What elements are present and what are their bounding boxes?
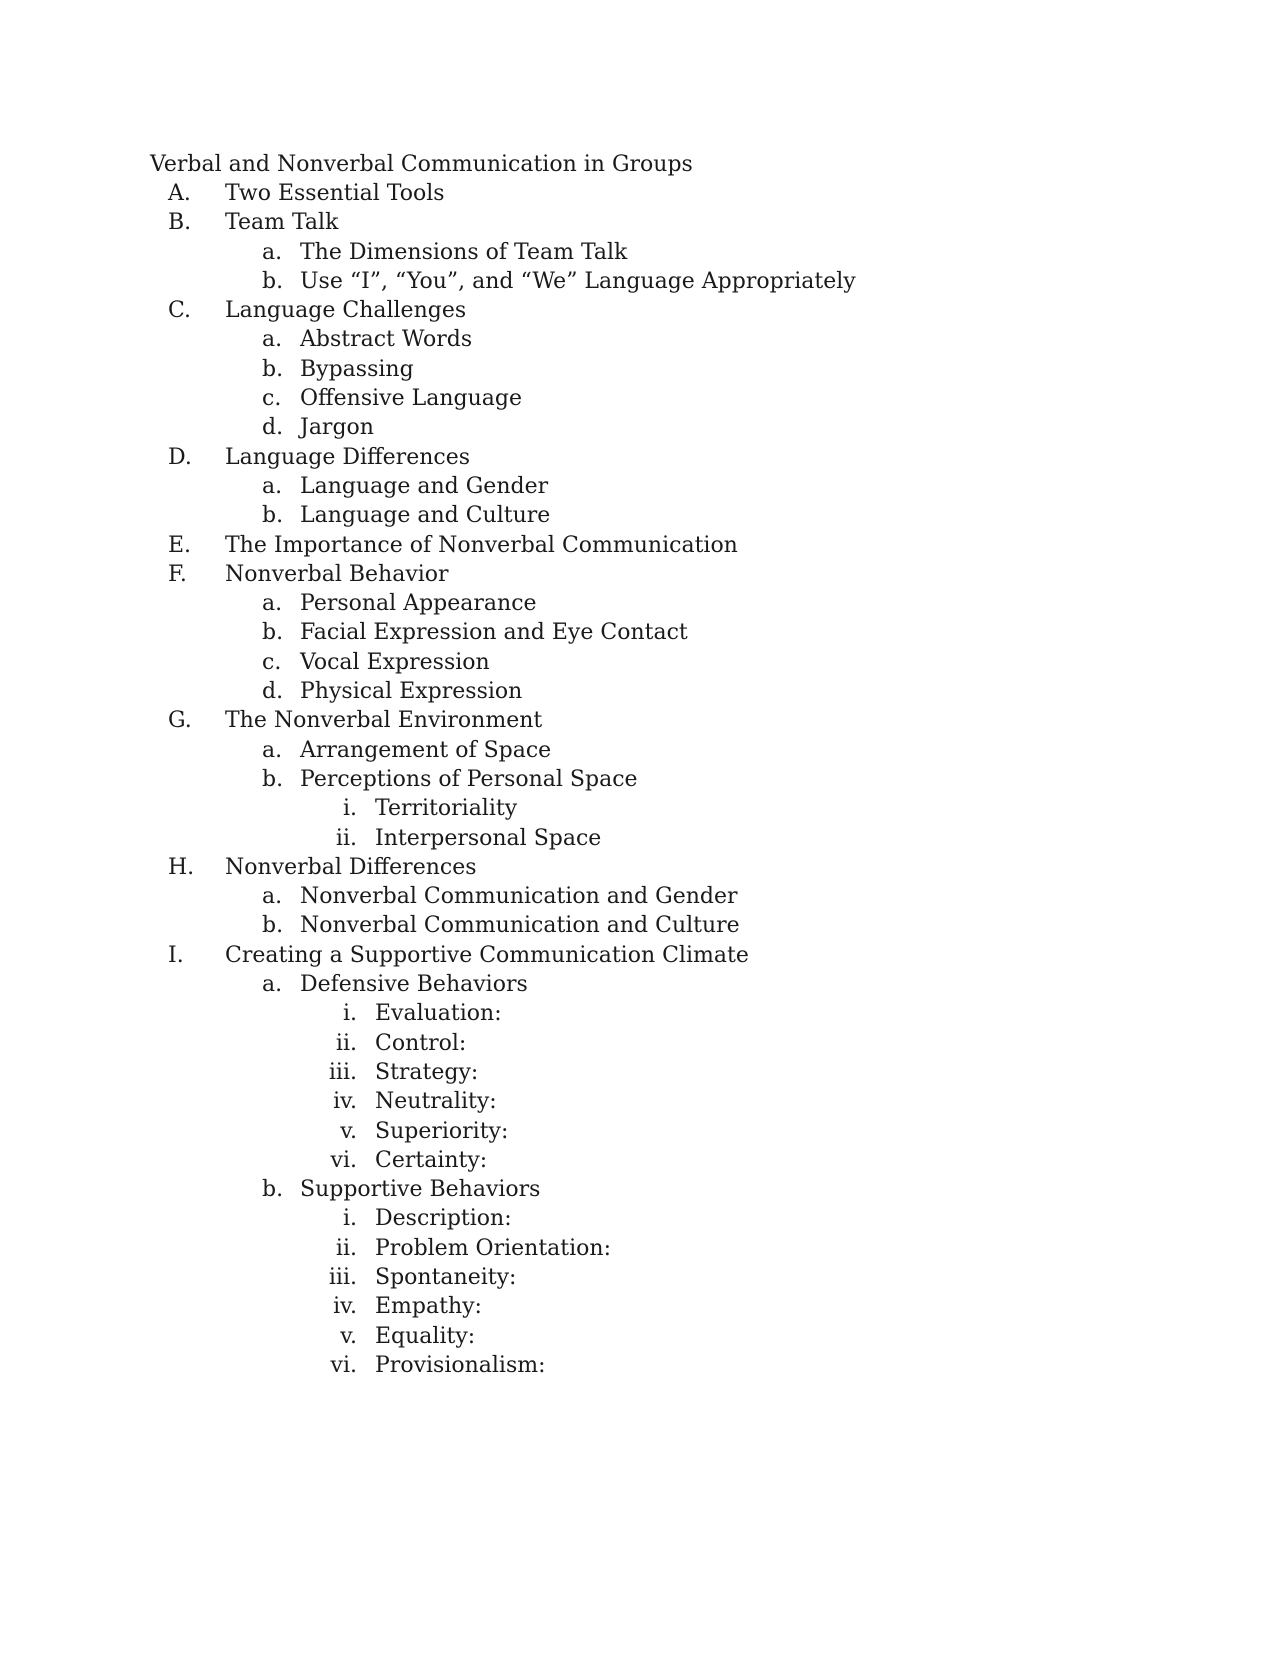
outline-item-marker: c.	[262, 386, 282, 412]
outline-item-marker: b.	[262, 268, 284, 294]
outline-item-marker: B.	[168, 210, 192, 236]
outline-item-marker: vi.	[330, 1147, 357, 1173]
outline-item-level-1	[0, 208, 1280, 237]
outline-item-text: Problem Orientation:	[375, 1235, 611, 1261]
outline-item-marker: b.	[262, 766, 284, 792]
outline-item-marker: b.	[262, 1177, 284, 1203]
outline-item-text: Jargon	[300, 415, 374, 441]
outline-item-text: Spontaneity:	[375, 1264, 517, 1290]
outline-item-text: Perceptions of Personal Space	[300, 766, 638, 792]
outline-item-level-2	[0, 882, 1280, 911]
outline-item-text: Empathy:	[375, 1294, 482, 1320]
outline-item-marker: b.	[262, 356, 284, 382]
outline-item-text: The Importance of Nonverbal Communication	[225, 532, 738, 558]
outline-item-level-1	[0, 531, 1280, 560]
outline-item-level-3	[0, 1204, 1280, 1233]
outline-item-text: Equality:	[375, 1323, 476, 1349]
outline-item-level-3	[0, 1029, 1280, 1058]
outline-item-text: Team Talk	[225, 210, 339, 236]
outline-item-marker: C.	[168, 298, 192, 324]
outline-item-text: Control:	[375, 1030, 467, 1056]
outline-item-level-2	[0, 267, 1280, 296]
outline-item-level-3	[0, 794, 1280, 823]
outline-item-level-2	[0, 472, 1280, 501]
outline-item-marker: ii.	[335, 825, 357, 851]
outline-item-level-1	[0, 296, 1280, 325]
outline-item-marker: iv.	[333, 1294, 357, 1320]
outline-item-level-3	[0, 1292, 1280, 1321]
outline-item-level-1	[0, 941, 1280, 970]
outline-item-text: The Dimensions of Team Talk	[300, 239, 628, 265]
outline-item-text: The Nonverbal Environment	[225, 708, 543, 734]
outline-item-level-1	[0, 706, 1280, 735]
outline-item-text: Provisionalism:	[375, 1352, 546, 1378]
outline-item-level-2	[0, 970, 1280, 999]
outline-item-marker: b.	[262, 620, 284, 646]
outline-item-marker: D.	[168, 444, 192, 470]
outline-item-text: Strategy:	[375, 1059, 479, 1085]
outline-item-level-2	[0, 1175, 1280, 1204]
outline-item-level-3	[0, 1058, 1280, 1087]
outline-item-text: Nonverbal Behavior	[225, 561, 449, 587]
outline-item-level-2	[0, 413, 1280, 442]
outline-item-marker: I.	[168, 942, 184, 968]
outline-item-text: Language and Culture	[300, 503, 551, 529]
outline-item-marker: a.	[262, 972, 283, 998]
outline-item-marker: iii.	[328, 1264, 357, 1290]
outline-item-level-2	[0, 677, 1280, 706]
outline-item-text: Nonverbal Communication and Gender	[300, 884, 738, 910]
outline-item-marker: v.	[340, 1323, 357, 1349]
outline-item-marker: i.	[342, 796, 357, 822]
outline-item-level-3	[0, 1146, 1280, 1175]
outline-item-text: Facial Expression and Eye Contact	[300, 620, 688, 646]
outline-item-text: Language Differences	[225, 444, 471, 470]
outline-item-marker: E.	[168, 532, 192, 558]
outline-item-text: Nonverbal Differences	[225, 854, 477, 880]
outline-item-marker: F.	[168, 561, 187, 587]
outline-item-marker: d.	[262, 415, 284, 441]
outline-item-marker: b.	[262, 503, 284, 529]
outline-item-text: Offensive Language	[300, 386, 522, 412]
outline-item-text: Vocal Expression	[300, 649, 490, 675]
outline-item-level-3	[0, 999, 1280, 1028]
outline-item-text: Abstract Words	[300, 327, 473, 353]
outline-item-level-2	[0, 618, 1280, 647]
outline-item-level-2	[0, 589, 1280, 618]
document-title: Verbal and Nonverbal Communication in Groups	[150, 152, 693, 177]
outline-item-marker: iv.	[333, 1089, 357, 1115]
outline-item-level-2	[0, 736, 1280, 765]
outline-item-level-2	[0, 501, 1280, 530]
outline-item-level-2	[0, 765, 1280, 794]
outline-item-level-2	[0, 238, 1280, 267]
outline-item-level-3	[0, 1263, 1280, 1292]
outline-item-marker: c.	[262, 649, 282, 675]
outline-item-level-2	[0, 355, 1280, 384]
outline-item-text: Supportive Behaviors	[300, 1177, 541, 1203]
outline-item-level-3	[0, 1117, 1280, 1146]
outline-item-text: Language and Gender	[300, 473, 549, 499]
outline-item-level-1	[0, 179, 1280, 208]
outline-item-marker: a.	[262, 239, 283, 265]
outline-item-text: Nonverbal Communication and Culture	[300, 913, 740, 939]
outline-item-marker: A.	[168, 181, 191, 206]
outline-item-marker: a.	[262, 473, 283, 499]
outline-item-level-2	[0, 911, 1280, 940]
outline-item-text: Defensive Behaviors	[300, 972, 528, 998]
outline-item-text: Use “I”, “You”, and “We” Language Appropriately	[300, 268, 856, 294]
outline-item-marker: iii.	[328, 1059, 357, 1085]
outline-item-marker: vi.	[330, 1352, 357, 1378]
outline-item-level-3	[0, 1234, 1280, 1263]
outline-item-text: Arrangement of Space	[300, 737, 552, 763]
outline-item-marker: b.	[262, 913, 284, 939]
outline-item-marker: i.	[342, 1206, 357, 1232]
outline-item-marker: ii.	[335, 1030, 357, 1056]
outline-item-text: Creating a Supportive Communication Climate	[225, 942, 749, 968]
outline-item-text: Certainty:	[375, 1147, 488, 1173]
outline-item-marker: i.	[342, 1001, 357, 1027]
outline-item-marker: d.	[262, 679, 284, 705]
outline-item-level-2	[0, 325, 1280, 354]
outline-item-text: Two Essential Tools	[225, 181, 445, 206]
outline-item-level-3	[0, 1087, 1280, 1116]
outline-item-marker: a.	[262, 591, 283, 617]
outline-item-level-3	[0, 824, 1280, 853]
outline-item-text: Neutrality:	[375, 1089, 497, 1115]
outline-item-level-2	[0, 384, 1280, 413]
outline-item-marker: H.	[168, 854, 195, 880]
outline-item-marker: a.	[262, 327, 283, 353]
outline-item-text: Bypassing	[300, 356, 414, 382]
outline-item-text: Evaluation:	[375, 1001, 502, 1027]
outline-item-text: Superiority:	[375, 1118, 509, 1144]
outline-item-marker: a.	[262, 884, 283, 910]
outline-item-marker: ii.	[335, 1235, 357, 1261]
outline-item-level-1	[0, 443, 1280, 472]
outline-item-marker: G.	[168, 708, 192, 734]
outline-item-level-1	[0, 853, 1280, 882]
outline-item-text: Description:	[375, 1206, 512, 1232]
outline-item-marker: v.	[340, 1118, 357, 1144]
outline-item-level-3	[0, 1322, 1280, 1351]
outline-item-level-1	[0, 560, 1280, 589]
outline-item-text: Interpersonal Space	[375, 825, 602, 851]
outline-item-text: Physical Expression	[300, 679, 523, 705]
outline-item-text: Personal Appearance	[300, 591, 537, 617]
outline-list	[0, 179, 1280, 1380]
outline-item-level-3	[0, 1351, 1280, 1380]
outline-item-text: Language Challenges	[225, 298, 467, 324]
outline-item-level-2	[0, 648, 1280, 677]
outline-item-marker: a.	[262, 737, 283, 763]
outline-item-text: Territoriality	[375, 796, 518, 822]
